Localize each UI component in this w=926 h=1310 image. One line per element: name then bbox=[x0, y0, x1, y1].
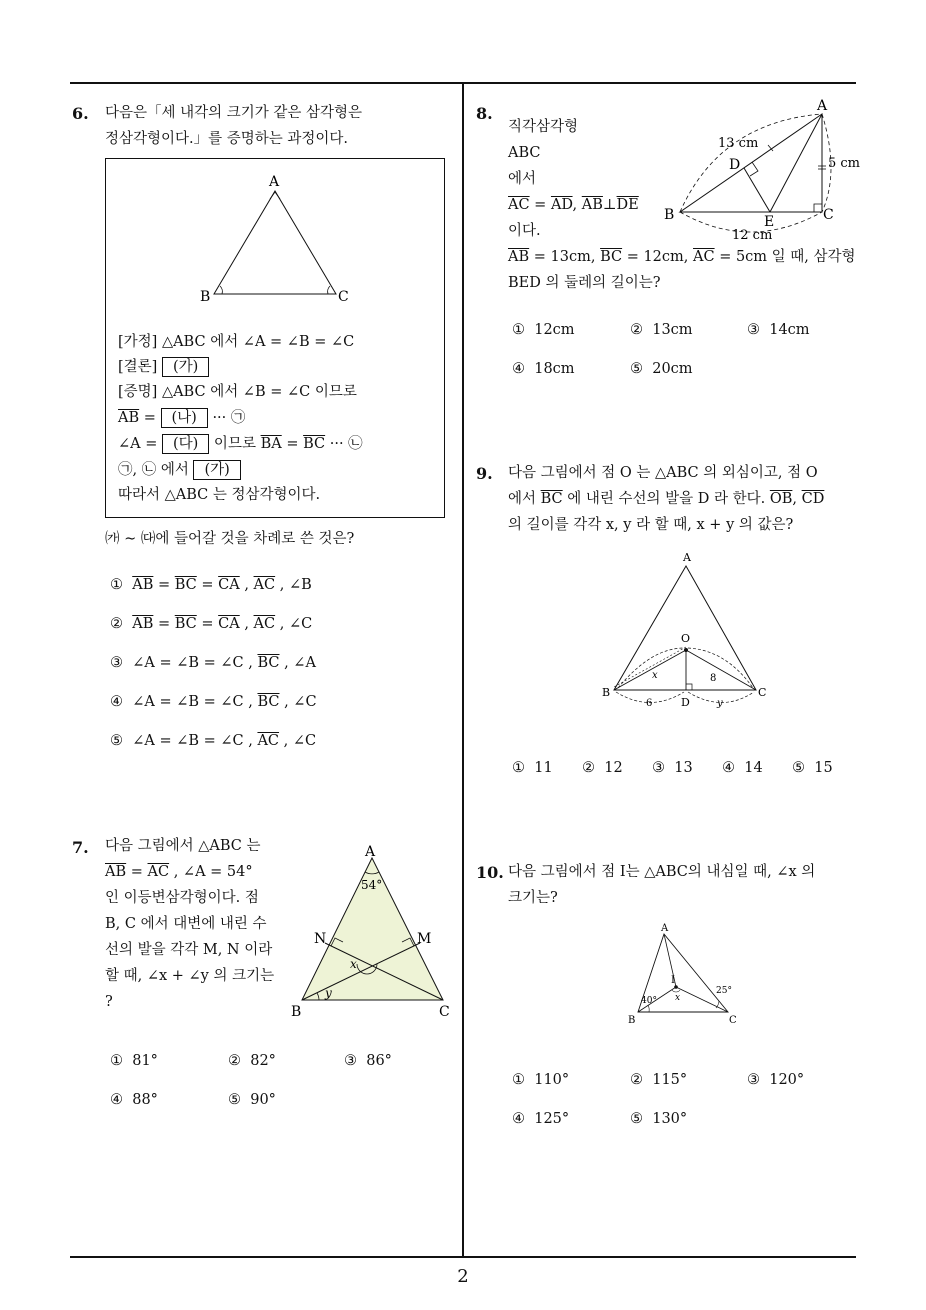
question-stem-line: 다음은「세 내각의 크기가 같은 삼각형은 bbox=[105, 105, 363, 121]
question-stem-line: 정삼각형이다.」를 증명하는 과정이다. bbox=[105, 131, 349, 147]
vertex-label-b: B bbox=[291, 1004, 302, 1020]
proof-line-final: 따라서 △ABC 는 정삼각형이다. bbox=[118, 487, 321, 503]
question-number: 10. bbox=[476, 863, 504, 882]
option-4[interactable]: ④ 88° bbox=[110, 1092, 158, 1108]
proof-line-step3: ㉠, ㉡ 에서 (가) bbox=[118, 458, 241, 483]
isosceles-triangle-figure bbox=[285, 840, 460, 1025]
proof-line-proof: [증명] △ABC 에서 ∠B = ∠C 이므로 bbox=[118, 384, 357, 400]
question-stem-line: ABC bbox=[508, 145, 541, 161]
vertex-label-c: C bbox=[729, 1015, 737, 1026]
vertex-label-c: C bbox=[758, 686, 767, 699]
question-stem-line: $\overline{AB} = 13cm$, $\overline{BC} = 12cm$, $\overline{AC} = 5cm$ 일 때, 삼각형 bbox=[508, 249, 856, 265]
length-label-y: y bbox=[717, 698, 723, 709]
length-label-x: x bbox=[652, 670, 658, 681]
option-5[interactable]: ⑤ 20cm bbox=[630, 361, 693, 377]
vertex-label-i: I bbox=[671, 975, 675, 986]
question-stem-line: BED 의 둘레의 길이는? bbox=[508, 275, 661, 291]
option-4[interactable]: ④ 18cm bbox=[512, 361, 575, 377]
proof-line-assumption: [가정] △ABC 에서 ∠A = ∠B = ∠C bbox=[118, 334, 355, 350]
option-2[interactable]: ② 115° bbox=[630, 1072, 688, 1088]
length-label-ob: 8 bbox=[710, 673, 717, 684]
vertex-label-b: B bbox=[628, 1015, 636, 1026]
right-triangle-figure bbox=[660, 92, 860, 242]
vertex-label-c: C bbox=[338, 289, 349, 305]
vertex-label-a: A bbox=[661, 923, 669, 934]
page-number: 2 bbox=[457, 1266, 469, 1287]
proof-line-step1: $\overline{AB}$ = (나) ··· ㉠ bbox=[118, 410, 246, 426]
question-number: 9. bbox=[476, 464, 493, 483]
option-1[interactable]: ① 110° bbox=[512, 1072, 570, 1088]
option-4[interactable]: ④ 125° bbox=[512, 1111, 570, 1127]
vertex-label-b: B bbox=[200, 289, 211, 305]
question-stem-line: 인 이등변삼각형이다. 점 bbox=[105, 890, 259, 906]
option-4[interactable]: ④ ∠A = ∠B = ∠C , $\overline{BC}$ , ∠C bbox=[110, 694, 317, 710]
angle-label-54: 54° bbox=[361, 878, 383, 892]
question-stem-line: ? bbox=[105, 994, 113, 1010]
option-2[interactable]: ② 13cm bbox=[630, 322, 693, 338]
angle-label-25: 25° bbox=[716, 986, 732, 996]
question-stem-line: 의 길이를 각각 x, y 라 할 때, x + y 의 값은? bbox=[508, 517, 794, 533]
option-5[interactable]: ⑤ 90° bbox=[228, 1092, 276, 1108]
question-stem-line: 에서 bbox=[508, 171, 537, 187]
blank-box-da: (다) bbox=[162, 434, 209, 454]
option-2[interactable]: ② 82° bbox=[228, 1053, 276, 1069]
vertex-label-n: N bbox=[314, 931, 327, 947]
question-ask: ㈎ ∼ ㈐에 들어갈 것을 차례로 쓴 것은? bbox=[105, 531, 355, 547]
angle-label-x: x bbox=[675, 993, 681, 1003]
proof-line-step2: ∠A = (다) 이므로 $\overline{BA} = \overline{BC}$ ··· ㉡ bbox=[118, 436, 363, 452]
option-5[interactable]: ⑤ 130° bbox=[630, 1111, 688, 1127]
vertex-label-a: A bbox=[683, 551, 691, 564]
vertex-label-d: D bbox=[729, 157, 741, 173]
question-stem-line: B, C 에서 대변에 내린 수 bbox=[105, 916, 267, 932]
question-stem-line: 다음 그림에서 점 O 는 △ABC 의 외심이고, 점 O bbox=[508, 465, 818, 481]
vertex-label-d: D bbox=[681, 696, 690, 709]
question-stem-line: 다음 그림에서 △ABC 는 bbox=[105, 838, 261, 854]
circumcenter-figure bbox=[596, 548, 776, 713]
question-stem-line: 선의 발을 각각 M, N 이라 bbox=[105, 942, 273, 958]
question-stem-line: $\overline{AC} = \overline{AD}$, $\overline{AB}\perp\overline{DE}$ bbox=[508, 197, 639, 213]
blank-box-ga: (가) bbox=[193, 460, 240, 480]
question-number: 6. bbox=[72, 104, 89, 123]
column-divider bbox=[462, 82, 464, 1257]
vertex-label-a: A bbox=[817, 98, 828, 114]
option-1[interactable]: ① $\overline{AB} = \overline{BC} = \overline{CA}$ , $\overline{AC}$ , ∠B bbox=[110, 577, 312, 593]
question-stem-line: 크기는? bbox=[508, 890, 558, 906]
question-number: 8. bbox=[476, 104, 493, 123]
question-stem-line: $\overline{AB} = \overline{AC}$ , ∠A = 54° bbox=[105, 864, 253, 880]
question-stem-line: 직각삼각형 bbox=[508, 119, 579, 135]
vertex-label-b: B bbox=[602, 686, 611, 699]
option-1[interactable]: ① 11 bbox=[512, 760, 553, 776]
question-stem-line: 이다. bbox=[508, 223, 541, 239]
option-5[interactable]: ⑤ 15 bbox=[792, 760, 833, 776]
option-2[interactable]: ② $\overline{AB} = \overline{BC} = \overline{CA}$ , $\overline{AC}$ , ∠C bbox=[110, 616, 313, 632]
option-3[interactable]: ③ 86° bbox=[344, 1053, 392, 1069]
angle-label-y: y bbox=[325, 986, 332, 1000]
blank-box-ga: (가) bbox=[162, 357, 209, 377]
blank-box-na: (나) bbox=[161, 408, 208, 428]
question-stem-line: 다음 그림에서 점 I는 △ABC의 내심일 때, ∠x 의 bbox=[508, 864, 816, 880]
angle-label-40: 40° bbox=[641, 996, 657, 1006]
vertex-label-c: C bbox=[823, 207, 834, 223]
option-3[interactable]: ③ 13 bbox=[652, 760, 693, 776]
option-2[interactable]: ② 12 bbox=[582, 760, 623, 776]
vertex-label-a: A bbox=[269, 174, 280, 190]
angle-label-x: x bbox=[350, 957, 357, 971]
option-5[interactable]: ⑤ ∠A = ∠B = ∠C , $\overline{AC}$ , ∠C bbox=[110, 733, 317, 749]
vertex-label-a: A bbox=[365, 844, 376, 860]
option-1[interactable]: ① 81° bbox=[110, 1053, 158, 1069]
proof-line-conclusion: [결론] (가) bbox=[118, 355, 209, 380]
option-1[interactable]: ① 12cm bbox=[512, 322, 575, 338]
option-3[interactable]: ③ ∠A = ∠B = ∠C , $\overline{BC}$ , ∠A bbox=[110, 655, 316, 671]
vertex-label-m: M bbox=[417, 931, 432, 947]
question-stem-line: 에서 $\overline{BC}$ 에 내린 수선의 발을 D 라 한다. $\overline{OB}$, $\overline{CD}$ bbox=[508, 491, 825, 507]
option-3[interactable]: ③ 14cm bbox=[747, 322, 810, 338]
proof-box bbox=[105, 158, 445, 518]
vertex-label-o: O bbox=[681, 632, 691, 645]
equilateral-triangle-figure bbox=[106, 159, 444, 309]
vertex-label-e: E bbox=[764, 214, 775, 230]
question-stem-line: 할 때, ∠x + ∠y 의 크기는 bbox=[105, 968, 275, 984]
vertex-label-c: C bbox=[439, 1004, 450, 1020]
question-number: 7. bbox=[72, 838, 89, 857]
length-label-bd: 6 bbox=[646, 698, 653, 709]
option-3[interactable]: ③ 120° bbox=[747, 1072, 805, 1088]
length-label-ac: 5 cm bbox=[828, 156, 860, 171]
length-label-bc: 12 cm bbox=[732, 228, 773, 242]
vertex-label-b: B bbox=[664, 207, 675, 223]
option-4[interactable]: ④ 14 bbox=[722, 760, 763, 776]
incenter-figure bbox=[622, 920, 752, 1030]
length-label-ab: 13 cm bbox=[718, 136, 759, 151]
